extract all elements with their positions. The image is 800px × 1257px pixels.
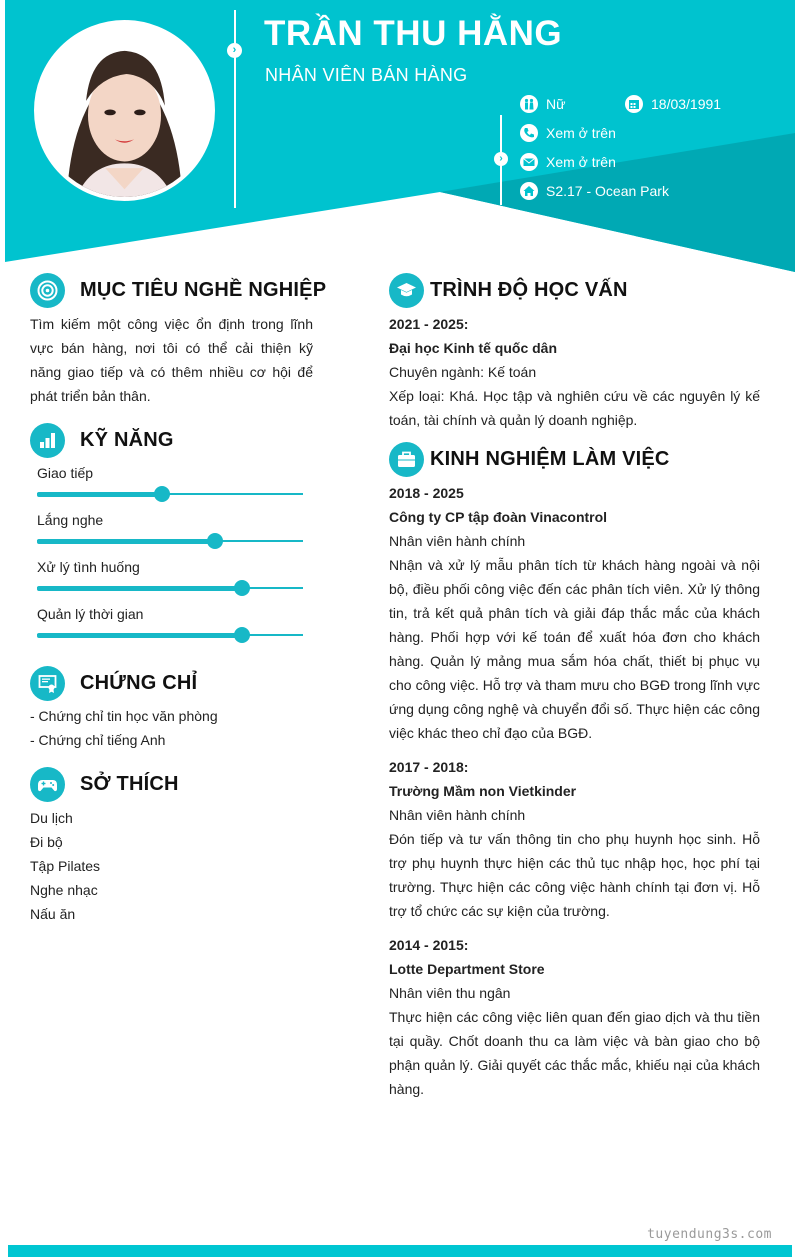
- hobby-item: Tập Pilates: [30, 858, 101, 874]
- job-description: Nhận và xử lý mẫu phân tích từ khách hàng ngoài và nội bộ, điều phối công việc đến các phân tích viên. Xử lý thông tin, trả kết quả phân tích và giải đáp thắc mắc của khách hàng. Phối hợp với kế toán để xuất hóa đơn cho khách hàng. Quản lý mảng mua sắm hóa chất, thiết bị phục vụ cho công việc. Hỗ trợ và tham mưu cho BGĐ trong lĩnh vực ứng dụng công nghệ và chuyển đổi số. Thực hiện các công việc khác theo chỉ đạo của BGĐ.: [389, 557, 760, 741]
- phone-item: [520, 124, 616, 142]
- certificates-heading: [30, 666, 197, 701]
- envelope-icon: [520, 153, 538, 171]
- graduation-cap-icon: [389, 273, 424, 308]
- hobby-item: Nghe nhạc: [30, 882, 98, 898]
- skill-bar: [37, 587, 303, 589]
- objective-heading: [30, 273, 326, 308]
- job-period: 2014 - 2015:: [389, 937, 469, 953]
- birthday-value: 18/03/1991: [651, 96, 722, 112]
- chevron-right-icon: ›: [494, 152, 508, 166]
- job-company: Trường Mầm non Vietkinder: [389, 783, 577, 799]
- certificate-item: - Chứng chỉ tiếng Anh: [30, 732, 166, 748]
- home-icon: [520, 182, 538, 200]
- hobby-item: Đi bộ: [30, 834, 63, 850]
- objective-text: Tìm kiếm một công việc ổn định trong lĩnh vực bán hàng, nơi tôi có thể cải thiện kỹ năng giao tiếp và có thêm nhiều cơ hội để phát triển bản thân.: [30, 316, 313, 404]
- certificate-item: - Chứng chỉ tin học văn phòng: [30, 708, 218, 724]
- job-company: Công ty CP tập đoàn Vinacontrol: [389, 509, 608, 525]
- skills-title: KỸ NĂNG: [80, 429, 174, 451]
- skill-level-knob: [207, 533, 223, 549]
- skill-bar-fill: [37, 586, 242, 591]
- job-period: 2018 - 2025: [389, 485, 464, 501]
- watermark: tuyendung3s.com: [647, 1227, 772, 1242]
- gender-item: [520, 95, 565, 113]
- skill-label: Xử lý tình huống: [37, 559, 140, 575]
- experience-title: KINH NGHIỆM LÀM VIỆC: [430, 448, 670, 470]
- skill-label: Lắng nghe: [37, 512, 104, 528]
- job-role: Nhân viên hành chính: [389, 807, 526, 823]
- education-title: TRÌNH ĐỘ HỌC VẤN: [430, 279, 628, 301]
- skill-level-knob: [234, 627, 250, 643]
- education-heading: [389, 273, 628, 308]
- skill-level-knob: [154, 486, 170, 502]
- experience-heading: [389, 442, 670, 477]
- skill-bar-fill: [37, 539, 215, 544]
- hobby-item: Nấu ăn: [30, 906, 76, 922]
- bar-chart-icon: [30, 423, 65, 458]
- education-detail: Xếp loại: Khá. Học tập và nghiên cứu về các nguyên lý kế toán, tài chính và quản lý doanh nghiệp.: [389, 388, 760, 428]
- skill-bar-fill: [37, 492, 162, 497]
- birthday-item: [625, 95, 721, 113]
- education-major: Chuyên ngành: Kế toán: [389, 364, 537, 380]
- email-value: Xem ở trên: [546, 154, 616, 170]
- candidate-position: NHÂN VIÊN BÁN HÀNG: [265, 65, 468, 85]
- job-role: Nhân viên thu ngân: [389, 985, 511, 1001]
- briefcase-icon: [389, 442, 424, 477]
- skill-label: Quản lý thời gian: [37, 606, 144, 622]
- job-role: Nhân viên hành chính: [389, 533, 526, 549]
- job-description: Đón tiếp và tư vấn thông tin cho phụ huynh học sinh. Hỗ trợ phụ huynh thực hiện các thủ tục nhập học, học phí tại trường. Thực hiện các công việc hành chính tại đơn vị. Hỗ trợ tổ chức các sự kiện của trường.: [389, 831, 760, 919]
- skill-bar-fill: [37, 633, 242, 638]
- calendar-icon: [625, 95, 643, 113]
- job-period: 2017 - 2018:: [389, 759, 469, 775]
- skill-level-knob: [234, 580, 250, 596]
- phone-value: Xem ở trên: [546, 125, 616, 141]
- skill-bar: [37, 540, 303, 542]
- job-company: Lotte Department Store: [389, 961, 545, 977]
- target-icon: [30, 273, 65, 308]
- education-school: Đại học Kinh tế quốc dân: [389, 340, 558, 356]
- education-period: 2021 - 2025:: [389, 316, 469, 332]
- certificate-icon: [30, 666, 65, 701]
- certificates-title: CHỨNG CHỈ: [80, 672, 198, 694]
- header-divider: [234, 10, 236, 208]
- address-value: S2.17 - Ocean Park: [546, 183, 669, 199]
- phone-icon: [520, 124, 538, 142]
- skills-heading: [30, 423, 174, 458]
- gender-value: Nữ: [546, 96, 566, 112]
- footer-bar: [8, 1245, 792, 1257]
- skill-bar: [37, 634, 303, 636]
- email-item: [520, 153, 616, 171]
- profile-photo: [34, 20, 215, 201]
- candidate-name: TRẦN THU HẰNG: [264, 14, 563, 53]
- skill-label: Giao tiếp: [37, 465, 94, 481]
- cv-header: [0, 0, 800, 275]
- address-item: [520, 182, 669, 200]
- hobby-item: Du lịch: [30, 810, 73, 826]
- gamepad-icon: [30, 767, 65, 802]
- job-description: Thực hiện các công việc liên quan đến giao dịch và thu tiền tại quầy. Chốt doanh thu ca làm việc và bàn giao cho bộ phận quản lý. Giải quyết các thắc mắc, khiếu nại của khách hàng.: [389, 1009, 760, 1097]
- gender-icon: [520, 95, 538, 113]
- objective-title: MỤC TIÊU NGHỀ NGHIỆP: [80, 279, 327, 301]
- skill-bar: [37, 493, 303, 495]
- hobbies-heading: [30, 767, 179, 802]
- chevron-right-icon: ›: [227, 43, 242, 58]
- hobbies-title: SỞ THÍCH: [80, 773, 179, 795]
